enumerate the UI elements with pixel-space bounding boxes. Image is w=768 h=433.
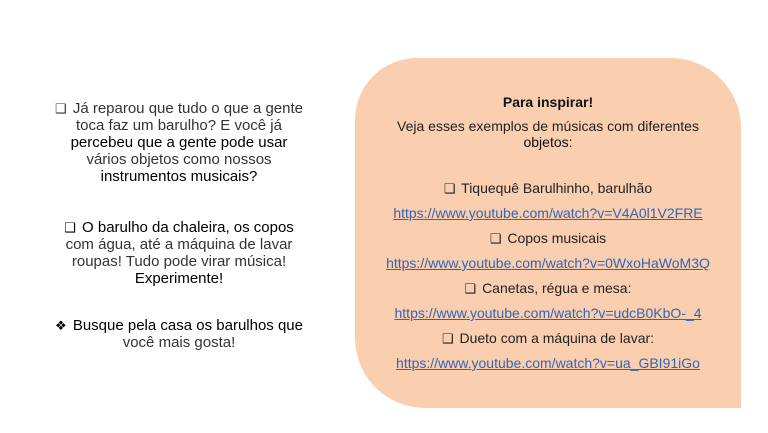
card-title: Para inspirar! xyxy=(502,94,594,110)
checkbox-bullet-icon: ❑ xyxy=(464,281,477,296)
video-title: Copos musicais xyxy=(507,230,607,246)
p2-line3: roupas! Tudo pode virar música! xyxy=(71,253,287,270)
p1-line3: percebeu que a gente pode usar xyxy=(70,134,288,151)
p1-line4: vários objetos como nossos xyxy=(86,151,272,168)
checkbox-bullet-icon: ❑ xyxy=(64,220,76,235)
p3-line1: Busque pela casa os barulhos que xyxy=(72,317,303,334)
p3-line2: você mais gosta! xyxy=(122,334,236,351)
list-item xyxy=(355,330,741,372)
card-intro-line2: objetos: xyxy=(523,134,573,150)
left-text-column xyxy=(20,100,338,385)
video-title: Canetas, régua e mesa: xyxy=(482,280,632,296)
paragraph-search-house xyxy=(20,317,338,351)
video-link[interactable]: https://www.youtube.com/watch?v=udcB0KbO-_4 xyxy=(394,305,702,321)
checkbox-bullet-icon: ❑ xyxy=(441,331,454,346)
video-list xyxy=(355,180,741,372)
video-link[interactable]: https://www.youtube.com/watch?v=0WxoHaWoM3Q xyxy=(386,255,710,271)
p2-line4: Experimente! xyxy=(134,270,224,287)
card-intro-line1: Veja esses exemplos de músicas com diferentes xyxy=(397,118,699,134)
video-title: Tiquequê Barulhinho, barulhão xyxy=(461,180,653,196)
video-title: Dueto com a máquina de lavar: xyxy=(459,330,655,346)
p1-line2: toca faz um barulho? E você já xyxy=(76,117,282,134)
video-link[interactable]: https://www.youtube.com/watch?v=ua_GBI91iGo xyxy=(396,355,700,371)
diamond-bullet-icon: ❖ xyxy=(55,318,67,333)
p1-line5: instrumentos musicais? xyxy=(100,168,258,185)
paragraph-sounds xyxy=(20,100,338,185)
p1-line1: Já reparou que tudo o que a gente xyxy=(72,100,303,117)
paragraph-kettle xyxy=(20,219,338,287)
p2-line2: com água, até a máquina de lavar xyxy=(65,236,293,253)
list-item xyxy=(355,230,741,272)
inspiration-card xyxy=(355,58,741,408)
checkbox-bullet-icon: ❑ xyxy=(489,231,502,246)
list-item xyxy=(355,280,741,322)
p2-line1: O barulho da chaleira, os copos xyxy=(82,219,294,236)
video-link[interactable]: https://www.youtube.com/watch?v=V4A0l1V2FRE xyxy=(393,205,703,221)
list-item xyxy=(355,180,741,222)
card-intro xyxy=(355,118,741,150)
checkbox-bullet-icon: ❑ xyxy=(54,101,67,116)
checkbox-bullet-icon: ❑ xyxy=(443,181,456,196)
